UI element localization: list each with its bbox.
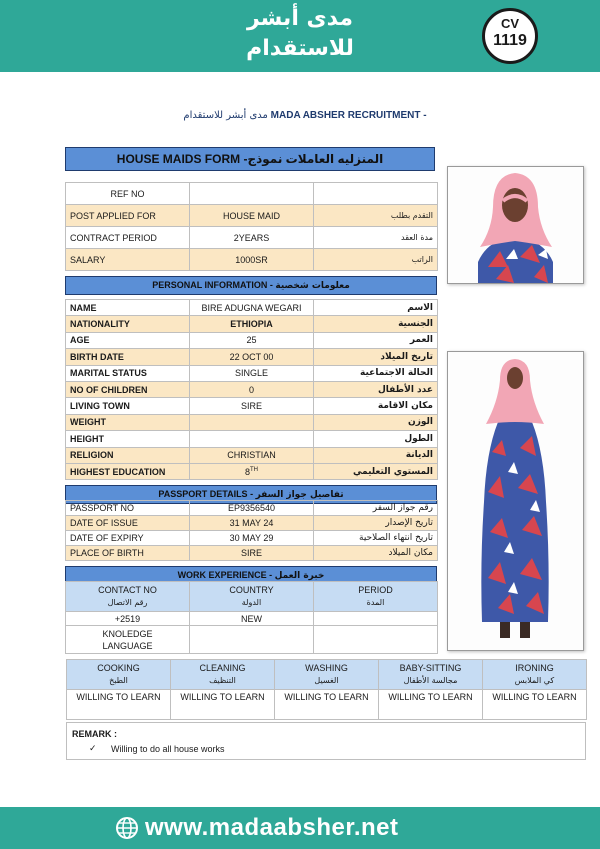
cell-label: BIRTH DATE xyxy=(66,349,190,365)
cell-label: CONTRACT PERIOD xyxy=(66,227,190,249)
col-en: IRONING xyxy=(515,663,554,673)
table-row xyxy=(66,332,438,348)
work-header-en: WORK EXPERIENCE - xyxy=(177,570,273,580)
cv-number: 1119 xyxy=(493,32,527,49)
cell-label-ar: الطول xyxy=(314,431,438,447)
table-row xyxy=(66,398,438,414)
col-ar: الغسيل xyxy=(314,676,339,685)
col-en: WASHING xyxy=(305,663,348,673)
cell-label: RELIGION xyxy=(66,447,190,463)
full-body-photo xyxy=(447,351,584,651)
cell-label: DATE OF EXPIRY xyxy=(66,531,190,546)
cell-knowledge-language: KNOLEDGE LANGUAGE xyxy=(66,626,190,654)
cell-label: REF NO xyxy=(66,183,190,205)
skill-header-ironing xyxy=(483,660,587,690)
cell-value: CHRISTIAN xyxy=(190,447,314,463)
footer-bar xyxy=(0,807,600,849)
cell-value: HOUSE MAID xyxy=(190,205,314,227)
cell-value: 31 MAY 24 xyxy=(190,516,314,531)
cell-label: HEIGHT xyxy=(66,431,190,447)
cell-label-ar: تاريخ انتهاء الصلاحية xyxy=(314,531,438,546)
cell-label-ar: العمر xyxy=(314,332,438,348)
cell-label-ar: مدة العقد xyxy=(314,227,438,249)
table-row xyxy=(66,626,438,654)
cell-label: NO OF CHILDREN xyxy=(66,381,190,397)
cell-label-ar: الوزن xyxy=(314,414,438,430)
table-row xyxy=(66,183,438,205)
cell-period xyxy=(314,612,438,626)
cell-value: 25 xyxy=(190,332,314,348)
table-row xyxy=(66,381,438,397)
table-header-row xyxy=(66,582,438,612)
cell-value: 22 OCT 00 xyxy=(190,349,314,365)
table-row xyxy=(67,690,587,720)
cell-value xyxy=(190,463,314,479)
column-header xyxy=(66,582,190,612)
personal-header-en: PERSONAL INFORMATION - xyxy=(152,280,273,290)
cell-value: SINGLE xyxy=(190,365,314,381)
table-row xyxy=(66,612,438,626)
cell-value: EP9356540 xyxy=(190,501,314,516)
cell-label-ar: تاريخ الإصدار xyxy=(314,516,438,531)
brand-logo-text xyxy=(200,4,400,64)
cell-label-ar: التقدم بطلب xyxy=(314,205,438,227)
cell-value: ETHIOPIA xyxy=(190,316,314,332)
remark-title: REMARK : xyxy=(72,729,117,739)
cell-label: PASSPORT NO xyxy=(66,501,190,516)
cell-label: WEIGHT xyxy=(66,414,190,430)
cell-label-ar: مكان الاقامة xyxy=(314,398,438,414)
cell-label-ar: تاريخ الميلاد xyxy=(314,349,438,365)
col-ar: رقم الاتصال xyxy=(107,598,148,607)
skill-header-cooking xyxy=(67,660,171,690)
skill-value: WILLING TO LEARN xyxy=(275,690,379,720)
col-ar: الدولة xyxy=(241,598,262,607)
table-row xyxy=(66,205,438,227)
col-en: BABY-SITTING xyxy=(399,663,462,673)
remark-box xyxy=(66,722,586,760)
table-header-row xyxy=(67,660,587,690)
col-ar: المدة xyxy=(366,598,385,607)
company-en: MADA ABSHER RECRUITMENT - xyxy=(270,110,427,121)
header-bar xyxy=(0,0,600,72)
globe-icon xyxy=(115,816,139,840)
column-header xyxy=(190,582,314,612)
col-en: CLEANING xyxy=(199,663,246,673)
cell-label: POST APPLIED FOR xyxy=(66,205,190,227)
table-row xyxy=(66,249,438,271)
company-line xyxy=(140,110,470,121)
personal-header-ar: معلومات شخصية xyxy=(275,281,350,291)
cell-label: NATIONALITY xyxy=(66,316,190,332)
col-ar: التنظيف xyxy=(209,676,236,685)
cell-label-ar: الجنسية xyxy=(314,316,438,332)
cell-period xyxy=(314,626,438,654)
full-body-illustration xyxy=(448,352,583,650)
cell-label: PLACE OF BIRTH xyxy=(66,546,190,561)
passport-table xyxy=(65,500,438,561)
skill-value: WILLING TO LEARN xyxy=(171,690,275,720)
top-info-table xyxy=(65,182,438,271)
table-row xyxy=(66,501,438,516)
cell-value: 1000SR xyxy=(190,249,314,271)
cell-label-ar: رقم جواز السفر xyxy=(314,501,438,516)
table-row xyxy=(66,431,438,447)
col-en: PERIOD xyxy=(358,585,393,595)
remark-text: Willing to do all house works xyxy=(111,744,225,754)
cell-value: SIRE xyxy=(190,398,314,414)
skill-header-washing xyxy=(275,660,379,690)
cell-label: LIVING TOWN xyxy=(66,398,190,414)
col-ar: مجالسة الأطفال xyxy=(403,676,458,685)
table-row xyxy=(66,227,438,249)
cell-contact: +2519 xyxy=(66,612,190,626)
col-ar: الطبخ xyxy=(109,676,128,685)
table-row xyxy=(66,531,438,546)
cell-label-ar xyxy=(314,183,438,205)
passport-header-en: PASSPORT DETAILS - xyxy=(158,489,254,499)
cell-country xyxy=(190,626,314,654)
portrait-illustration xyxy=(448,167,583,283)
col-en: COUNTRY xyxy=(229,585,274,595)
skills-table xyxy=(66,659,587,720)
cell-value: 2YEARS xyxy=(190,227,314,249)
cell-label-ar: مكان الميلاد xyxy=(314,546,438,561)
cell-country: NEW xyxy=(190,612,314,626)
table-row xyxy=(66,349,438,365)
education-sup: TH xyxy=(250,466,258,473)
work-experience-table xyxy=(65,581,438,654)
cell-value xyxy=(190,183,314,205)
table-row xyxy=(66,463,438,479)
work-header-ar: خبرة العمل xyxy=(274,571,325,581)
skill-value: WILLING TO LEARN xyxy=(67,690,171,720)
cell-label: AGE xyxy=(66,332,190,348)
col-ar: كي الملابس xyxy=(514,676,555,685)
cell-label: MARITAL STATUS xyxy=(66,365,190,381)
cell-label-ar: الحالة الاجتماعية xyxy=(314,365,438,381)
skill-header-cleaning xyxy=(171,660,275,690)
skill-value: WILLING TO LEARN xyxy=(379,690,483,720)
cv-badge xyxy=(482,8,538,64)
cell-value xyxy=(190,431,314,447)
table-row xyxy=(66,365,438,381)
cell-label-ar: الراتب xyxy=(314,249,438,271)
skill-header-baby-sitting xyxy=(379,660,483,690)
col-en: COOKING xyxy=(97,663,140,673)
cell-label-ar: الاسم xyxy=(314,300,438,316)
skill-value: WILLING TO LEARN xyxy=(483,690,587,720)
table-row xyxy=(66,316,438,332)
personal-info-table xyxy=(65,299,438,480)
table-row xyxy=(66,414,438,430)
form-title: HOUSE MAIDS FORM -المنزليه العاملات نموذج xyxy=(65,147,435,171)
table-row xyxy=(66,300,438,316)
cell-label-ar: المستوي التعليمي xyxy=(314,463,438,479)
cell-value: SIRE xyxy=(190,546,314,561)
col-en: CONTACT NO xyxy=(98,585,157,595)
cell-value: 0 xyxy=(190,381,314,397)
table-row xyxy=(66,516,438,531)
company-ar: مدى أبشر للاستقدام xyxy=(183,110,268,121)
table-row xyxy=(66,447,438,463)
column-header xyxy=(314,582,438,612)
table-row xyxy=(66,546,438,561)
passport-header-ar: تفاصيل جواز السفر xyxy=(255,490,344,500)
brand-ar-line1: مدى أبشر xyxy=(246,6,354,31)
cell-label-ar: عدد الأطفال xyxy=(314,381,438,397)
cv-label: CV xyxy=(500,16,520,31)
cell-label: HIGHEST EDUCATION xyxy=(66,463,190,479)
cell-value: BIRE ADUGNA WEGARI xyxy=(190,300,314,316)
cell-value xyxy=(190,414,314,430)
cell-label-ar: الديانة xyxy=(314,447,438,463)
education-value: 8 xyxy=(244,466,250,477)
cell-value: 30 MAY 29 xyxy=(190,531,314,546)
brand-ar-line2: للاستقدام xyxy=(246,36,354,61)
cell-label: DATE OF ISSUE xyxy=(66,516,190,531)
website-link[interactable]: www.madaabsher.net xyxy=(145,814,399,841)
checkmark-icon: ✓ xyxy=(89,743,97,753)
portrait-photo xyxy=(447,166,584,284)
cell-label: SALARY xyxy=(66,249,190,271)
personal-info-header xyxy=(65,276,437,295)
cell-label: NAME xyxy=(66,300,190,316)
